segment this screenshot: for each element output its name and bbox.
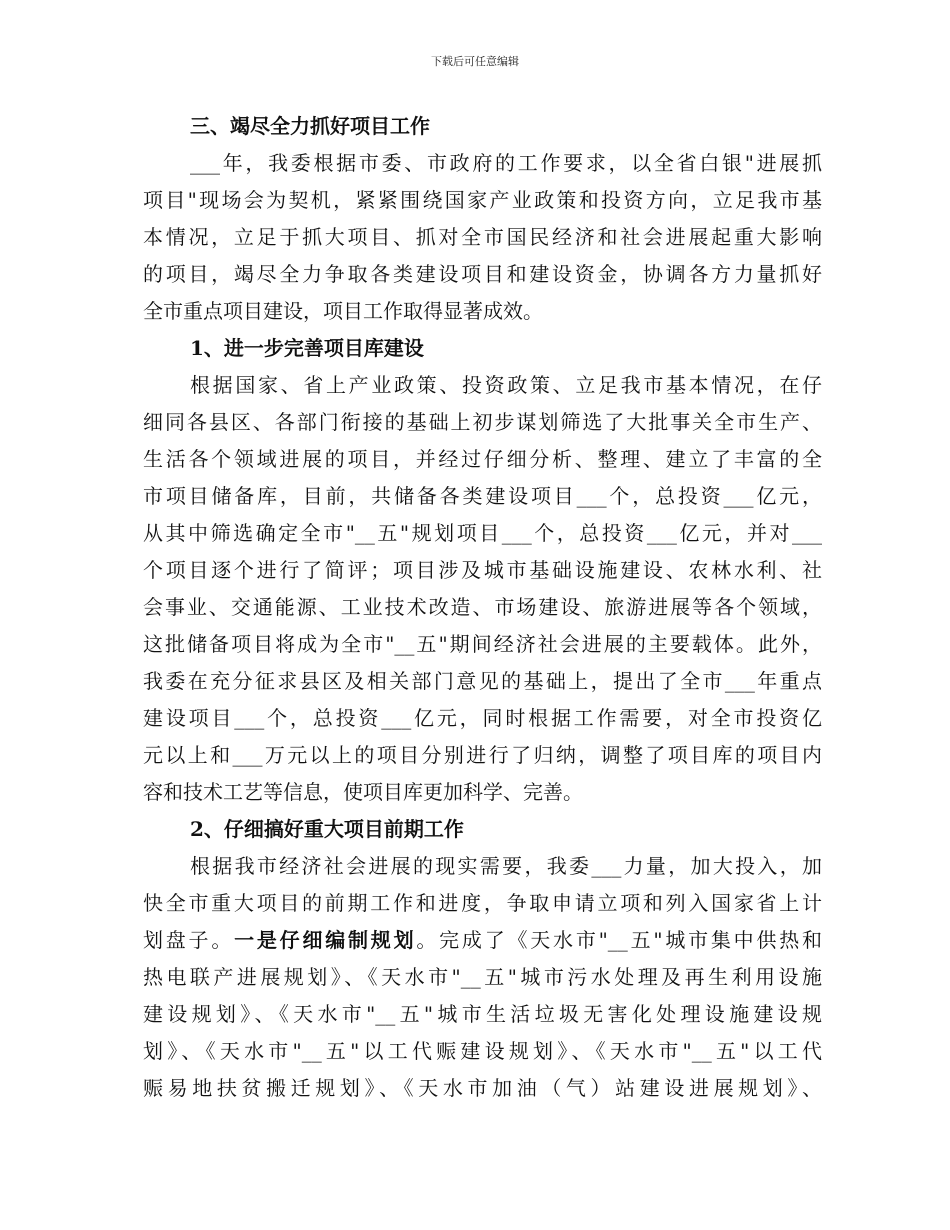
- text-line: [143, 922, 822, 959]
- document-body: [143, 108, 822, 1107]
- text-line: 建设规划》、《天水市"__五"城市生活垃圾无害化处理设施建设规: [143, 1002, 822, 1026]
- text-line: 的项目，竭尽全力争取各类建设项目和建设资金，协调各方力量抓好: [143, 262, 822, 286]
- text-line: 这批储备项目将成为全市"__五"期间经济社会进展的主要载体。此外，: [143, 632, 822, 656]
- text-line: 我委在充分征求县区及相关部门意见的基础上，提出了全市___年重点: [143, 669, 822, 693]
- text-line: 细同各县区、各部门衔接的基础上初步谋划筛选了大批事关全市生产、: [143, 410, 822, 434]
- text-line: 容和技术工艺等信息，使项目库更加科学、完善。: [143, 780, 583, 804]
- section-heading: 2、仔细搞好重大项目前期工作: [190, 817, 464, 841]
- text-line: 根据国家、省上产业政策、投资政策、立足我市基本情况，在仔: [190, 373, 822, 397]
- emphasis-text: 一是仔细编制规划: [234, 928, 417, 952]
- text-segment: 划盘子。: [143, 928, 235, 952]
- text-line: 快全市重大项目的前期工作和进度，争取申请立项和列入国家省上计: [143, 891, 822, 915]
- text-line: 根据我市经济社会进展的现实需要，我委___力量，加大投入，加: [190, 854, 822, 878]
- text-line: 元以上和___万元以上的项目分别进行了归纳，调整了项目库的项目内: [143, 743, 822, 767]
- text-line: 生活各个领域进展的项目，并经过仔细分析、整理、建立了丰富的全: [143, 447, 822, 471]
- text-line: 本情况，立足于抓大项目、抓对全市国民经济和社会进展起重大影响: [143, 225, 822, 249]
- text-line: 划》、《天水市"__五"以工代赈建设规划》、《天水市"__五"以工代: [143, 1039, 822, 1063]
- section-heading: 三、竭尽全力抓好项目工作: [190, 114, 430, 138]
- text-line: 市项目储备库，目前，共储备各类建设项目___个，总投资___亿元，: [143, 484, 822, 508]
- page-header: 下载后可任意编辑: [431, 55, 519, 68]
- text-line: 项目"现场会为契机，紧紧围绕国家产业政策和投资方向，立足我市基: [143, 188, 822, 212]
- paragraph: [143, 145, 822, 330]
- text-line: 从其中筛选确定全市"__五"规划项目___个，总投资___亿元，并对___: [143, 521, 822, 545]
- text-line: 热电联产进展规划》、《天水市"__五"城市污水处理及再生利用设施: [143, 965, 822, 989]
- text-line: 全市重点项目建设，项目工作取得显著成效。: [143, 299, 543, 323]
- text-segment: 。完成了《天水市"__五"城市集中供热和: [416, 928, 823, 952]
- text-line: ___年，我委根据市委、市政府的工作要求，以全省白银"进展抓: [190, 151, 822, 175]
- section-heading: 1、进一步完善项目库建设: [190, 336, 424, 360]
- text-line: 建设项目___个，总投资___亿元，同时根据工作需要，对全市投资亿: [143, 706, 822, 730]
- text-line: 赈易地扶贫搬迁规划》、《天水市加油（气）站建设进展规划》、: [143, 1076, 822, 1100]
- paragraph: [143, 367, 822, 811]
- text-line: 个项目逐个进行了简评；项目涉及城市基础设施建设、农林水利、社: [143, 558, 822, 582]
- paragraph: [143, 848, 822, 1107]
- text-line: 会事业、交通能源、工业技术改造、市场建设、旅游进展等各个领域，: [143, 595, 822, 619]
